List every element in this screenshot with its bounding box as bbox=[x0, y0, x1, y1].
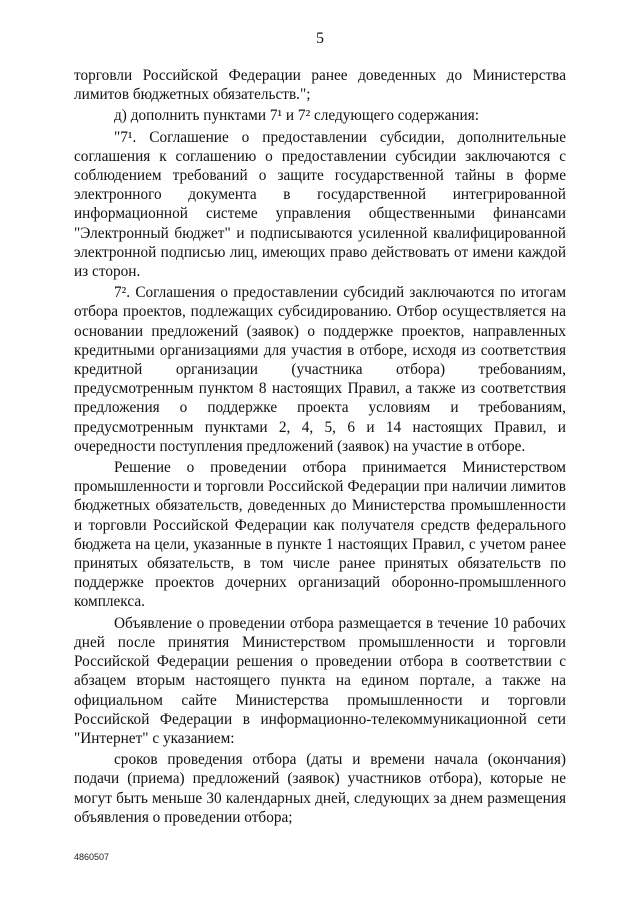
paragraph-continuation: торговли Российской Федерации ранее доведенных до Министерства лимитов бюджетных обязательств."; bbox=[74, 67, 566, 104]
page-number: 5 bbox=[316, 30, 324, 47]
paragraph-amendment-d: д) дополнить пунктами 7¹ и 7² следующего содержания: bbox=[114, 107, 480, 125]
paragraph-selection-terms: сроков проведения отбора (даты и времени начала (окончания) подачи (приема) предложений (заявок) участников отбора), которые не могут быть меньше 30 календарных дней, следующих за днем размещения объявления о проведении отбора; bbox=[74, 751, 566, 826]
document-body bbox=[74, 66, 566, 829]
paragraph-selection-announcement: Объявление о проведении отбора размещается в течение 10 рабочих дней после принятия Министерством промышленности и торговли Российской Федерации решения о проведении отбора в соответствии с абзацем вторым настоящего пункта на едином портале, а также на официальном сайте Министерства промышленности и торговли Российской Федерации в информационно-телекоммуникационной сети "Интернет" с указанием: bbox=[74, 614, 566, 747]
document-code: 4860507 bbox=[74, 852, 110, 862]
paragraph-selection-decision: Решение о проведении отбора принимается Министерством промышленности и торговли Российской Федерации при наличии лимитов бюджетных обязательств, доведенных до Министерства промышленности и торговли Российской Федерации как получателя средств федерального бюджета на цели, указанные в пункте 1 настоящих Правил, с учетом ранее принятых обязательств, в том числе ранее принятых обязательств по поддержке проектов дочерних организаций оборонно-промышленного комплекса. bbox=[74, 459, 566, 611]
paragraph-clause-7-1: "7¹. Соглашение о предоставлении субсидии, дополнительные соглашения к соглашению о предоставлении субсидии заключаются с соблюдением требований о защите государственной тайны в форме электронного документа в государственной интегрированной информационной системе управления общественными финансами "Электронный бюджет" и подписываются усиленной квалифицированной электронной подписью лиц, имеющих право действовать от имени каждой из сторон. bbox=[74, 128, 566, 281]
paragraph-clause-7-2: 7². Соглашения о предоставлении субсидий заключаются по итогам отбора проектов, подлежащих субсидированию. Отбор осуществляется на основании предложений (заявок) о поддержке проектов, направленных кредитными организациями для участия в отборе, исходя из соответствия кредитной организации (участника отбора) требованиям, предусмотренным пунктом 8 настоящих Правил, а также из соответствия предложения о поддержке проекта условиям и требованиям, предусмотренным пунктами 2, 4, 5, 6 и 14 настоящих Правил, и очередности поступления предложений (заявок) на участие в отборе. bbox=[74, 284, 566, 455]
